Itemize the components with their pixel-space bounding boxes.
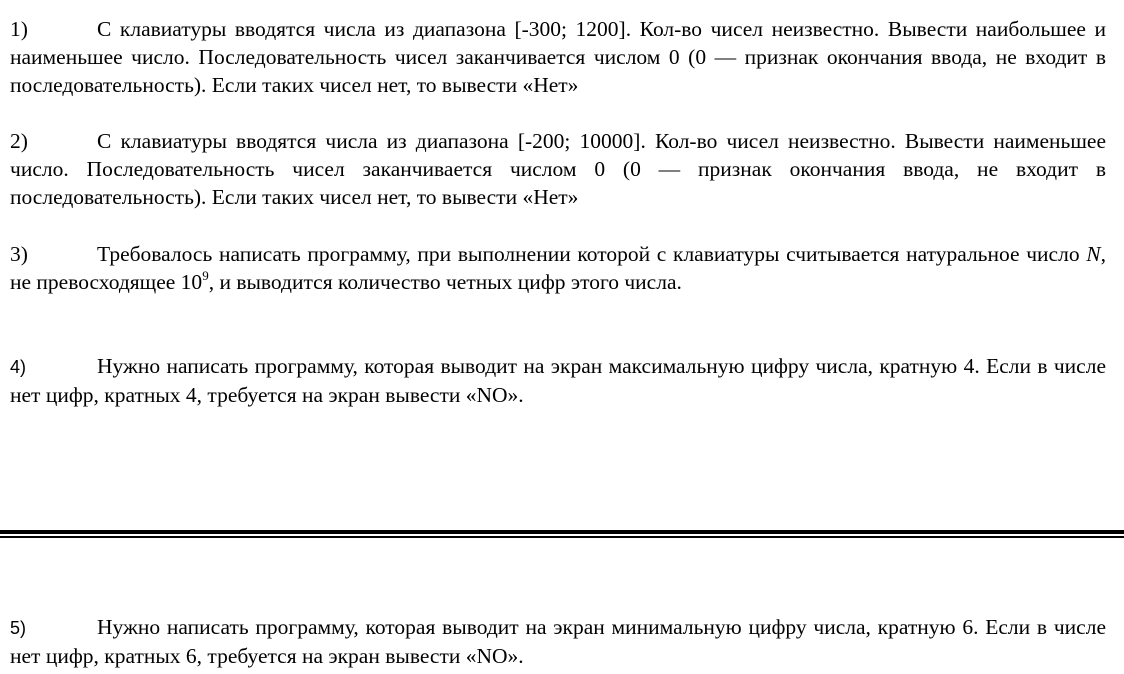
task-5-text: Нужно написать программу, которая выводит на экран минимальную цифру числа, кратную 6. Если в числе нет цифр, кратных 6, требуется на экран вывести «NO». — [10, 615, 1106, 668]
task-3-power: 9 — [202, 268, 209, 283]
task-2-paragraph — [10, 127, 1106, 211]
task-3-variable-n: N — [1086, 242, 1101, 266]
task-5-paragraph — [10, 613, 1106, 670]
task-5-number: 5) — [10, 618, 27, 638]
task-2-text: С клавиатуры вводятся числа из диапазона [-200; 10000]. Кол-во чисел неизвестно. Вывести наименьшее число. Последовательность чисел заканчивается числом 0 (0 — признак окончания ввода, не входит в последовательность). Если таких чисел нет, то вывести «Нет» — [10, 129, 1106, 209]
task-3-text-before-n: Требовалось написать программу, при выполнении которой с клавиатуры считывается натуральное число — [97, 242, 1087, 266]
task-3-text-after-power: , и выводится количество четных цифр этого числа. — [208, 270, 682, 294]
task-1-paragraph — [10, 15, 1106, 99]
task-3-paragraph — [10, 240, 1106, 296]
separator-thin-line — [0, 536, 1124, 538]
task-1-number: 1) — [10, 17, 28, 41]
task-1-text: С клавиатуры вводятся числа из диапазона [-300; 1200]. Кол-во чисел неизвестно. Вывести наибольшее и наименьшее число. Последовательность чисел заканчивается числом 0 (0 — признак окончания ввода, не входит в последовательность). Если таких чисел нет, то вывести «Нет» — [10, 17, 1106, 97]
task-3-text-before-power: , не превосходящее 10 — [10, 242, 1106, 294]
page-separator — [0, 530, 1124, 539]
task-4-text: Нужно написать программу, которая выводит на экран максимальную цифру числа, кратную 4. Если в числе нет цифр, кратных 4, требуется на экран вывести «NO». — [10, 354, 1106, 407]
separator-thick-line — [0, 530, 1124, 534]
task-4-number: 4) — [10, 357, 27, 377]
task-3-number: 3) — [10, 242, 28, 266]
task-4-paragraph — [10, 352, 1106, 409]
task-2-number: 2) — [10, 129, 28, 153]
